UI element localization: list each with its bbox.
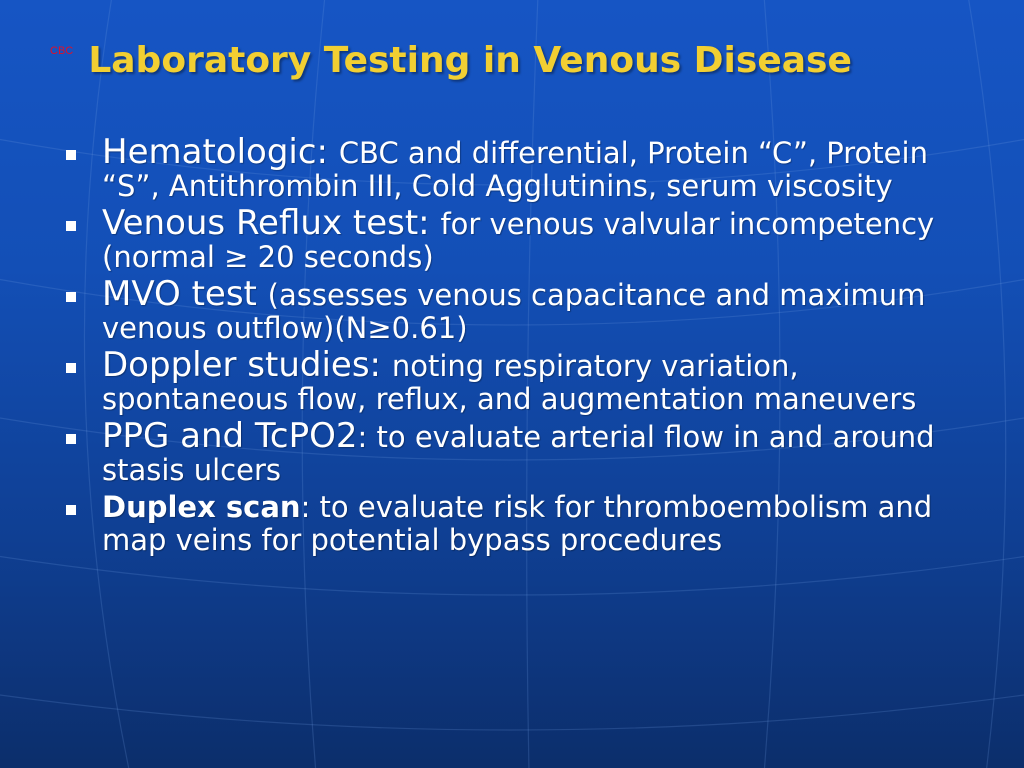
square-bullet-icon: [66, 363, 76, 373]
bullet-item-venous-reflux: [60, 203, 990, 274]
bullet-lead: Venous Reflux test:: [102, 203, 441, 243]
bullet-item-mvo-test: [60, 274, 990, 345]
slide-title-row: [50, 40, 1000, 81]
bullet-detail: CBC and differential, Protein “C”, Protein “S”, Antithrombin III, Cold Agglutinins, serum viscosity: [102, 136, 928, 203]
bullet-lead: Hematologic:: [102, 132, 339, 172]
bullet-detail: noting respiratory variation, spontaneous flow, reflux, and augmentation maneuvers: [102, 349, 917, 416]
bullet-item-hematologic: [60, 132, 990, 203]
bullet-detail: (assesses venous capacitance and maximum venous outflow)(N≥0.61): [102, 278, 926, 345]
square-bullet-icon: [66, 292, 76, 302]
bullet-lead: MVO test: [102, 274, 268, 314]
bullet-lead: Doppler studies:: [102, 345, 392, 385]
square-bullet-icon: [66, 150, 76, 160]
bullet-detail: : to evaluate arterial flow in and around stasis ulcers: [102, 420, 935, 487]
title-tag-label: CBC: [50, 45, 74, 57]
bullet-detail: : to evaluate risk for thromboembolism and map veins for potential bypass procedures: [102, 490, 933, 557]
bullet-item-duplex-scan: [60, 491, 990, 557]
slide-title: Laboratory Testing in Venous Disease: [88, 40, 852, 81]
bullet-lead: PPG and TcPO2: [102, 416, 358, 456]
bullet-item-doppler: [60, 345, 990, 416]
square-bullet-icon: [66, 221, 76, 231]
square-bullet-icon: [66, 434, 76, 444]
bullet-detail: for venous valvular incompetency (normal ≥ 20 seconds): [102, 207, 935, 274]
bullet-lead: Duplex scan: [102, 490, 301, 524]
square-bullet-icon: [66, 505, 76, 515]
bullet-item-ppg-tcpo2: [60, 416, 990, 487]
bullet-list: [60, 132, 990, 561]
